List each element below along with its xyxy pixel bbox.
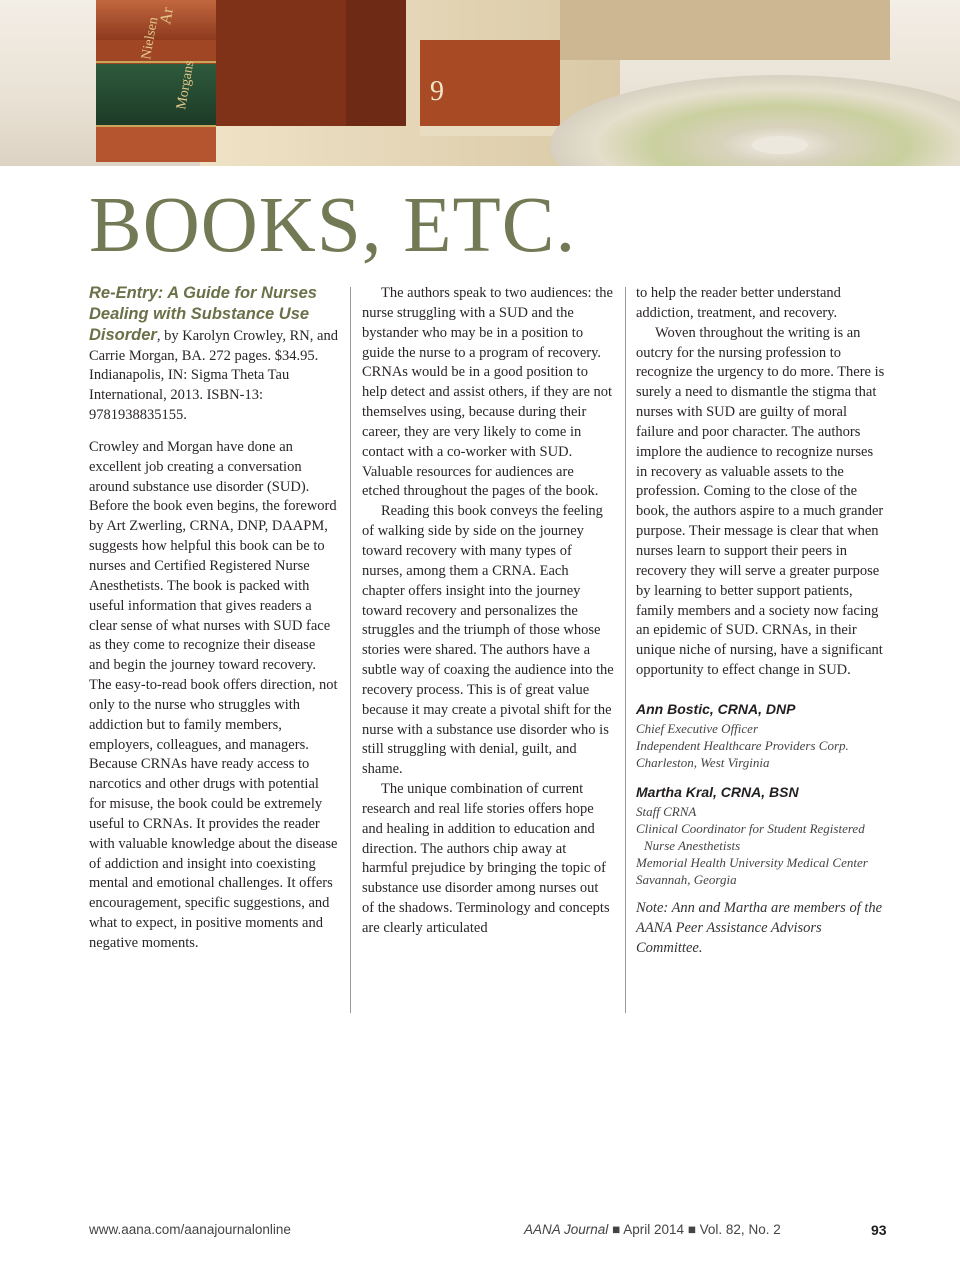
reviewer-role: Nurse Anesthetists [644, 837, 741, 853]
reviewer-org: Memorial Health University Medical Center [636, 854, 868, 870]
journal-issue [524, 1222, 781, 1237]
reviewer-role: Clinical Coordinator for Student Registered [636, 820, 865, 836]
reviewers-note: Note: Ann and Martha are members of the AANA Peer Assistance Advisors Committee. [636, 899, 883, 956]
reviewer-location: Charleston, West Virginia [636, 754, 770, 770]
citation-details: , by Karolyn Crowley, RN, and Carrie Morgan, BA. 272 pages. $34.95. Indianapolis, IN: Sigma Theta Tau International, 2013. ISBN-13: 9781938835155. [89, 327, 338, 424]
review-paragraph: Crowley and Morgan have done an excellent job creating a conversation around substance use disorder (SUD). Before the book even begins, the foreword by Art Zwerling, CRNA, DNP, DAAPM, suggests how helpful this book can be to nurses and Certified Registered Nurse Anesthetists. The book is packed with useful information that gives readers a clear sense of what nurses with SUD face as they come to recognize their disease and begin the journey toward recovery. The easy-to-read book offers direction, not only to the nurse who struggles with addiction but to family members, employers, colleagues, and managers. Because CRNAs have ready access to narcotics and other drugs with potential for misuse, the book could be extremely useful to CRNAs. It provides the reader with valuable knowledge about the disease of addiction and insight into coexisting mental and emotional challenges. It offers encouragement, specific suggestions, and what to expect, in positive moments and negative moments. [89, 438, 338, 951]
section-title: BOOKS, ETC. [89, 182, 577, 269]
journal-name: AANA Journal [524, 1222, 609, 1237]
spine-text: Nielsen [139, 15, 162, 61]
spine-text: Morgans [174, 59, 198, 111]
review-paragraph: The unique combination of current research and real life stories offers hope and healing in addition to education and direction. The authors chip away at harmful prejudice by bringing the topic of substance use disorder among nurses out of the shadows. Terminology and concepts are clearly articulated [362, 781, 610, 936]
column-2 [362, 284, 614, 939]
reviewer-name: Ann Bostic, CRNA, DNP [636, 700, 796, 717]
column-3 [636, 284, 886, 958]
review-paragraph: Woven throughout the writing is an outcry for the nursing profession to recognize the urgency to do more. There is surely a need to dismantle the stigma that nurses with SUD are guilty of moral failure and poor character. The authors implore the audience to recognize nurses in recovery as valuable assets to the profession. Coming to the close of the book, the authors aspire to a much grander purpose. Their message is clear that when nurses learn to support their peers in recovery they will serve a greater purpose by learning to better support patients, family members and a society now facing an epidemic of SUD. CRNAs, in their unique niche of nursing, have a significant opportunity to effect change in SUD. [636, 324, 885, 679]
review-paragraph: to help the reader better understand addiction, treatment, and recovery. [636, 285, 841, 321]
reviewer-org: Independent Healthcare Providers Corp. [636, 737, 849, 753]
review-paragraph: Reading this book conveys the feeling of walking side by side on the journey toward recovery with many types of nurses, among them a CRNA. Each chapter offers insight into the journey toward recovery and personalizes the struggles and the triumph of those whose stories were shared. The authors have a subtle way of coaxing the audience into the recovery process. This is of great value because it may create a pivotal shift for the nurse with a substance use disorder who is still struggling with denial, guilt, and shame. [362, 503, 614, 778]
journal-url[interactable]: www.aana.com/aanajournalonline [89, 1222, 291, 1237]
books-illustration [0, 0, 960, 166]
reviewer-role: Staff CRNA [636, 803, 697, 819]
reviewer-role: Chief Executive Officer [636, 720, 759, 736]
book-title: Re-Entry: A Guide for Nurses Dealing with Substance Use Disorder [89, 284, 317, 344]
book-citation [89, 284, 339, 426]
spine-number: 9 [430, 76, 444, 107]
column-divider [350, 287, 351, 1013]
reviewer-block [636, 700, 886, 771]
column-1 [89, 284, 339, 954]
column-divider [625, 287, 626, 1013]
issue-info: ■ April 2014 ■ Vol. 82, No. 2 [608, 1222, 781, 1237]
page-number: 93 [871, 1222, 887, 1238]
review-paragraph: The authors speak to two audiences: the nurse struggling with a SUD and the bystander who may be in a position to guide the nurse to a program of recovery. CRNAs would be in a good position to help detect and assist others, if they are not themselves using, because during their career, they are very likely to come in contact with a co-worker with SUD. Valuable resources for audiences are etched throughout the pages of the book. [362, 285, 613, 500]
reviewer-location: Savannah, Georgia [636, 871, 737, 887]
reviewer-block [636, 783, 886, 888]
spine-text: Ar [157, 6, 177, 26]
reviewer-name: Martha Kral, CRNA, BSN [636, 783, 799, 800]
header-photo [0, 0, 960, 166]
